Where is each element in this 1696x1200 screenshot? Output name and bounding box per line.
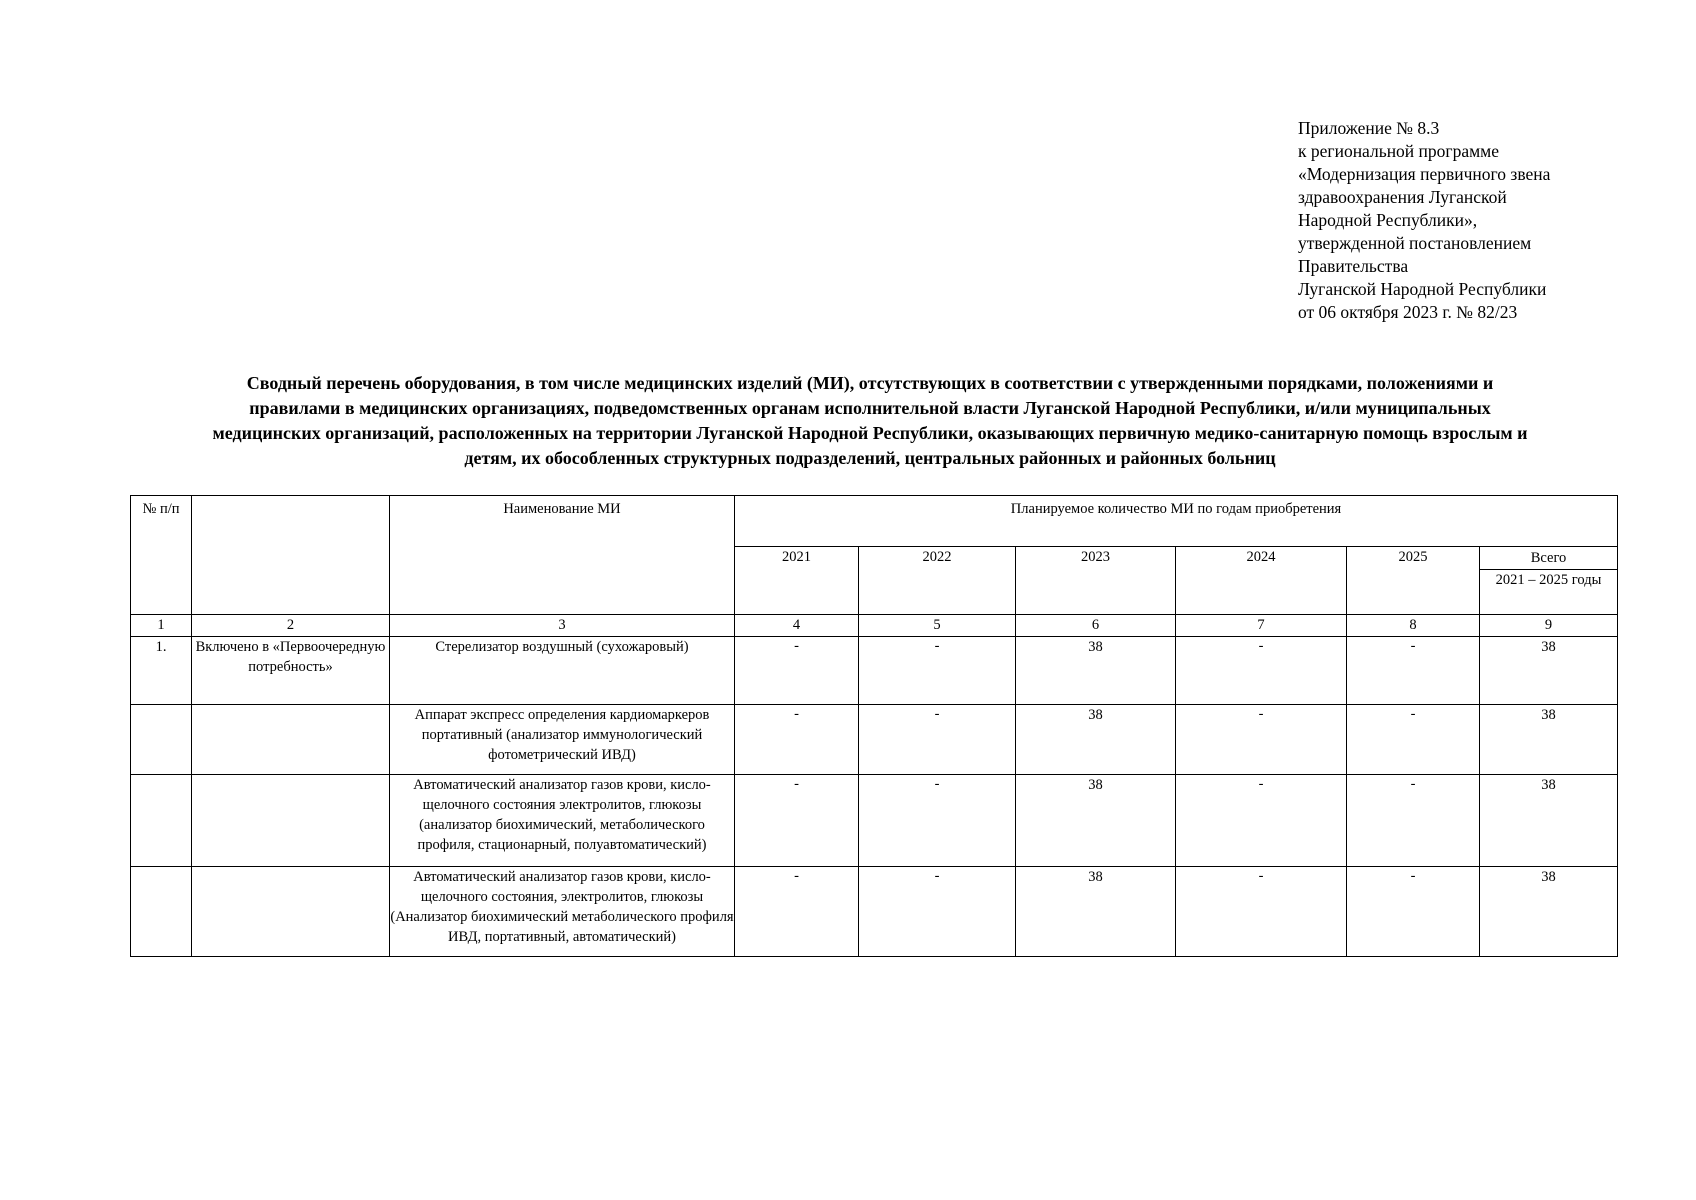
appendix-line: от 06 октября 2023 г. № 82/23 bbox=[1298, 302, 1518, 322]
row-total: 38 bbox=[1480, 705, 1618, 775]
document-title bbox=[130, 371, 1610, 471]
row-2022: - bbox=[859, 705, 1016, 775]
header-total-range: 2021 – 2025 годы bbox=[1495, 572, 1602, 588]
row-name: Автоматический анализатор газов крови, кисло-щелочного состояния, электролитов, глюкозы (Анализатор биохимический метаболического профиля ИВД, портативный, автоматический) bbox=[390, 867, 735, 957]
header-name: Наименование МИ bbox=[390, 496, 735, 615]
row-category: Включено в «Первоочередную потребность» bbox=[192, 637, 390, 705]
appendix-line: «Модернизация первичного звена bbox=[1298, 164, 1551, 184]
row-2023: 38 bbox=[1016, 867, 1176, 957]
row-2022: - bbox=[859, 867, 1016, 957]
row-name: Автоматический анализатор газов крови, кисло-щелочного состояния электролитов, глюкозы (анализатор биохимический, метаболического профиля, стационарный, полуавтоматический) bbox=[390, 775, 735, 867]
row-2023: 38 bbox=[1016, 705, 1176, 775]
column-number: 5 bbox=[859, 615, 1016, 637]
equipment-table bbox=[130, 495, 1618, 957]
row-2025: - bbox=[1347, 705, 1480, 775]
title-line: Сводный перечень оборудования, в том числе медицинских изделий (МИ), отсутствующих в соответствии с утвержденными порядками, положениями и bbox=[246, 373, 1494, 393]
row-2022: - bbox=[859, 775, 1016, 867]
row-2021: - bbox=[735, 705, 859, 775]
row-total: 38 bbox=[1480, 867, 1618, 957]
row-num bbox=[131, 867, 192, 957]
row-2024: - bbox=[1176, 637, 1347, 705]
row-2023: 38 bbox=[1016, 775, 1176, 867]
row-category bbox=[192, 867, 390, 957]
header-total bbox=[1480, 547, 1618, 615]
header-year-2021: 2021 bbox=[735, 547, 859, 615]
appendix-block bbox=[1298, 117, 1658, 324]
column-number: 2 bbox=[192, 615, 390, 637]
header-year-2023: 2023 bbox=[1016, 547, 1176, 615]
row-2021: - bbox=[735, 775, 859, 867]
column-number: 3 bbox=[390, 615, 735, 637]
title-line: правилами в медицинских организациях, подведомственных органам исполнительной власти Луганской Народной Республики, и/или муниципальных bbox=[249, 398, 1491, 418]
header-total-label: Всего bbox=[1480, 547, 1617, 570]
appendix-line: утвержденной постановлением bbox=[1298, 233, 1532, 253]
appendix-line: здравоохранения Луганской bbox=[1298, 187, 1507, 207]
appendix-line: Луганской Народной Республики bbox=[1298, 279, 1547, 299]
table-row bbox=[131, 705, 1618, 775]
column-number: 8 bbox=[1347, 615, 1480, 637]
row-2022: - bbox=[859, 637, 1016, 705]
column-number-row bbox=[131, 615, 1618, 637]
table-row bbox=[131, 775, 1618, 867]
row-2023: 38 bbox=[1016, 637, 1176, 705]
table-row bbox=[131, 637, 1618, 705]
appendix-line: Правительства bbox=[1298, 256, 1409, 276]
row-2025: - bbox=[1347, 775, 1480, 867]
column-number: 4 bbox=[735, 615, 859, 637]
row-2024: - bbox=[1176, 867, 1347, 957]
column-number: 7 bbox=[1176, 615, 1347, 637]
appendix-line: Приложение № 8.3 bbox=[1298, 118, 1440, 138]
row-2025: - bbox=[1347, 867, 1480, 957]
row-num bbox=[131, 705, 192, 775]
row-2024: - bbox=[1176, 705, 1347, 775]
row-2025: - bbox=[1347, 637, 1480, 705]
title-line: детям, их обособленных структурных подразделений, центральных районных и районных больниц bbox=[464, 448, 1276, 468]
table-row bbox=[131, 867, 1618, 957]
row-2021: - bbox=[735, 637, 859, 705]
appendix-line: Народной Республики», bbox=[1298, 210, 1478, 230]
row-total: 38 bbox=[1480, 637, 1618, 705]
title-line: медицинских организаций, расположенных на территории Луганской Народной Республики, оказывающих первичную медико-санитарную помощь взрослым и bbox=[212, 423, 1528, 443]
row-name: Стерелизатор воздушный (сухожаровый) bbox=[390, 637, 735, 705]
row-2024: - bbox=[1176, 775, 1347, 867]
row-category bbox=[192, 775, 390, 867]
column-number: 1 bbox=[131, 615, 192, 637]
header-num: № п/п bbox=[131, 496, 192, 615]
header-row bbox=[131, 496, 1618, 547]
header-category bbox=[192, 496, 390, 615]
header-year-2022: 2022 bbox=[859, 547, 1016, 615]
header-year-2024: 2024 bbox=[1176, 547, 1347, 615]
row-num: 1. bbox=[131, 637, 192, 705]
row-total: 38 bbox=[1480, 775, 1618, 867]
column-number: 9 bbox=[1480, 615, 1618, 637]
column-number: 6 bbox=[1016, 615, 1176, 637]
header-planned: Планируемое количество МИ по годам приобретения bbox=[735, 496, 1618, 547]
row-num bbox=[131, 775, 192, 867]
appendix-line: к региональной программе bbox=[1298, 141, 1500, 161]
row-2021: - bbox=[735, 867, 859, 957]
row-category bbox=[192, 705, 390, 775]
row-name: Аппарат экспресс определения кардиомаркеров портативный (анализатор иммунологический фотометрический ИВД) bbox=[390, 705, 735, 775]
header-year-2025: 2025 bbox=[1347, 547, 1480, 615]
